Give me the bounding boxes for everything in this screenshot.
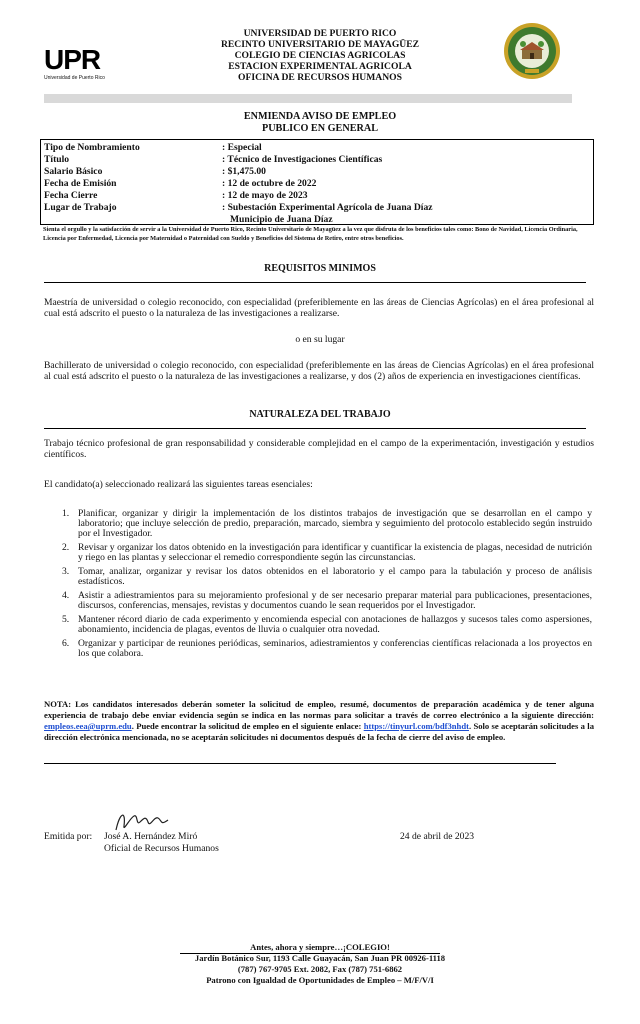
title-line-amendment: ENMIENDA AVISO DE EMPLEO — [243, 111, 397, 122]
info-label-issue-date: Fecha de Emisión — [44, 178, 117, 189]
experimental-station-seal-icon — [503, 22, 561, 80]
signature-block — [44, 808, 584, 858]
info-value-close-date: : 12 de mayo de 2023 — [222, 190, 308, 201]
signer-title: Oficial de Recursos Humanos — [104, 843, 219, 854]
application-url-link[interactable]: https://tinyurl.com/bdf3nhdt — [363, 721, 469, 731]
issued-by-label: Emitida por: — [44, 831, 93, 842]
info-row-municipality — [44, 214, 592, 225]
header-line-office: OFICINA DE RECURSOS HUMANOS — [238, 72, 402, 83]
info-value-location: : Subestación Experimental Agrícola de Juana Díaz — [222, 202, 433, 213]
footer-address: Jardín Botánico Sur, 1193 Calle Guayacán, San Juan PR 00926-1118 — [194, 953, 446, 963]
info-label-salary: Salario Básico — [44, 166, 103, 177]
header-line-university: UNIVERSIDAD DE PUERTO RICO — [243, 28, 397, 39]
info-value-municipality: Municipio de Juana Díaz — [230, 214, 333, 225]
footer-phone: (787) 767-9705 Ext. 2082, Fax (787) 751-6862 — [237, 964, 403, 974]
task-number: 1. — [62, 508, 70, 519]
task-text: Tomar, analizar, organizar y revisar los datos obtenidos en el laboratorio y el campo para la tabulación y proceso de análisis estadísticos. — [78, 566, 592, 587]
upr-logo-subtitle: Universidad de Puerto Rico — [44, 75, 105, 81]
note-text-middle: . Puede encontrar la solicitud de empleo en el siguiente enlace: — [131, 721, 364, 731]
info-label-type: Tipo de Nombramiento — [44, 142, 140, 153]
task-number: 2. — [62, 542, 70, 553]
list-item — [62, 591, 592, 611]
requirements-masters: Maestría de universidad o colegio reconocido, con especialidad (preferiblemente en las áreas de Ciencias Agrícolas) en el área profesional al cual está adscrito el puesto o la naturaleza de las investigaciones a realizarse. — [44, 297, 594, 319]
info-label-close-date: Fecha Cierre — [44, 190, 98, 201]
header-line-station: ESTACION EXPERIMENTAL AGRICOLA — [228, 61, 412, 72]
task-text: Organizar y participar de reuniones periódicas, seminarios, adiestramientos y conferencias científicas relacionada a los proyectos en los que colabora. — [78, 638, 592, 659]
task-text: Asistir a adiestramientos para su mejoramiento profesional y de ser necesario preparar material para publicaciones, presentaciones, discursos, conferencias, mensajes, revistas y documentos cuando le sean requeridos por el Investigador. — [78, 590, 592, 611]
note-label: NOTA: — [44, 699, 72, 709]
email-link[interactable]: empleos.eea@uprm.edu — [44, 721, 132, 731]
list-item — [62, 509, 592, 539]
task-text: Revisar y organizar los datos obtenido en la investigación para identificar y cuantificar la existencia de plagas, necesidad de nutrición y riego en las plantas y seleccionar el remedio correspondiente según las circunstancias. — [78, 542, 592, 563]
list-item — [62, 567, 592, 587]
page-footer — [0, 942, 640, 986]
issue-date: 24 de abril de 2023 — [400, 831, 475, 842]
note-rule — [44, 763, 556, 764]
requirements-rule — [44, 282, 586, 283]
info-value-salary: : $1,475.00 — [222, 166, 266, 177]
title-line-public: PUBLICO EN GENERAL — [261, 123, 379, 134]
info-row-title — [44, 154, 592, 165]
note-text-closing: . Solo se aceptarán solicitudes a la dirección electrónica mencionada, no se aceptarán solicitudes ni documentos después de la fecha de cierre del aviso de empleo. — [44, 721, 594, 742]
info-row-salary — [44, 166, 592, 177]
institution-header — [200, 28, 440, 83]
task-number: 3. — [62, 566, 70, 577]
upr-logo-text: UPR — [44, 44, 101, 75]
info-row-type — [44, 142, 592, 153]
upr-logo — [44, 46, 124, 81]
document-title — [190, 111, 450, 135]
header-line-college: COLEGIO DE CIENCIAS AGRICOLAS — [234, 50, 406, 61]
info-row-close-date — [44, 190, 592, 201]
info-value-issue-date: : 12 de octubre de 2022 — [222, 178, 317, 189]
job-info-box — [40, 139, 594, 225]
requirements-bachelors: Bachillerato de universidad o colegio reconocido, con especialidad (preferiblemente en las áreas de Ciencias Agrícolas) en el área profesional al cual está adscrito el puesto o la naturaleza de las investigaciones a realizarse, y dos (2) años de experiencia en investigaciones científicas. — [44, 360, 594, 382]
footer-slogan: Antes, ahora y siempre…¡COLEGIO! — [250, 942, 390, 952]
job-nature-heading: NATURALEZA DEL TRABAJO — [249, 409, 391, 420]
requirements-heading: REQUISITOS MINIMOS — [264, 263, 376, 274]
task-text: Mantener récord diario de cada experimento y encomienda especial con anotaciones de hallazgos y sucesos tales como aspersiones, abonamiento, incidencia de plagas, eventos de lluvia o cualquier otra novedad. — [78, 614, 592, 635]
info-value-type: : Especial — [222, 142, 262, 153]
signer-name: José A. Hernández Miró — [104, 831, 198, 842]
footer-rule — [180, 953, 440, 954]
application-note — [44, 699, 594, 743]
task-list — [62, 509, 592, 663]
task-number: 5. — [62, 614, 70, 625]
list-item — [62, 639, 592, 659]
job-tasks-intro: El candidato(a) seleccionado realizará las siguientes tareas esenciales: — [44, 479, 313, 490]
info-row-location — [44, 202, 592, 213]
task-number: 6. — [62, 638, 70, 649]
info-value-title: : Técnico de Investigaciones Científicas — [222, 154, 383, 165]
list-item — [62, 543, 592, 563]
task-number: 4. — [62, 590, 70, 601]
info-label-title: Título — [44, 154, 70, 165]
header-divider-bar — [44, 94, 572, 103]
info-label-location: Lugar de Trabajo — [44, 202, 117, 213]
header-line-campus: RECINTO UNIVERSITARIO DE MAYAGÜEZ — [220, 39, 420, 50]
requirements-alternative: o en su lugar — [295, 334, 345, 345]
benefits-note: Sienta el orgullo y la satisfacción de servir a la Universidad de Puerto Rico, Recinto Universitario de Mayagüez a la vez que disfruta de los beneficios tales como: Bono de Navidad, Licencia Ordinaria, Licencia por Enfermedad, Licencia por Maternidad o Paternidad con Sueldo y Beneficios del Sistema de Retiro, entre otros beneficios. — [43, 226, 578, 242]
task-text: Planificar, organizar y dirigir la implementación de los distintos trabajos de investigación que se desarrollan en el campo y laboratorio; que incluye selección de predio, preparación, marcado, siembra y seguimiento del protocolo establecido según instruido por el Investigador. — [78, 508, 592, 539]
note-text-intro: Los candidatos interesados deberán someter la solicitud de empleo, resumé, documentos de preparación académica y de tener alguna experiencia de trabajo debe enviar evidencia según se indica en las normas para solicitar a través de correo electrónico a la siguiente dirección: — [44, 699, 594, 720]
job-nature-description: Trabajo técnico profesional de gran responsabilidad y considerable complejidad en el campo de la experimentación, investigación y estudios científicos. — [44, 438, 594, 460]
footer-equal-opportunity: Patrono con Igualdad de Oportunidades de Empleo – M/F/V/I — [206, 975, 434, 985]
list-item — [62, 615, 592, 635]
info-row-issue-date — [44, 178, 592, 189]
job-nature-rule — [44, 428, 586, 429]
